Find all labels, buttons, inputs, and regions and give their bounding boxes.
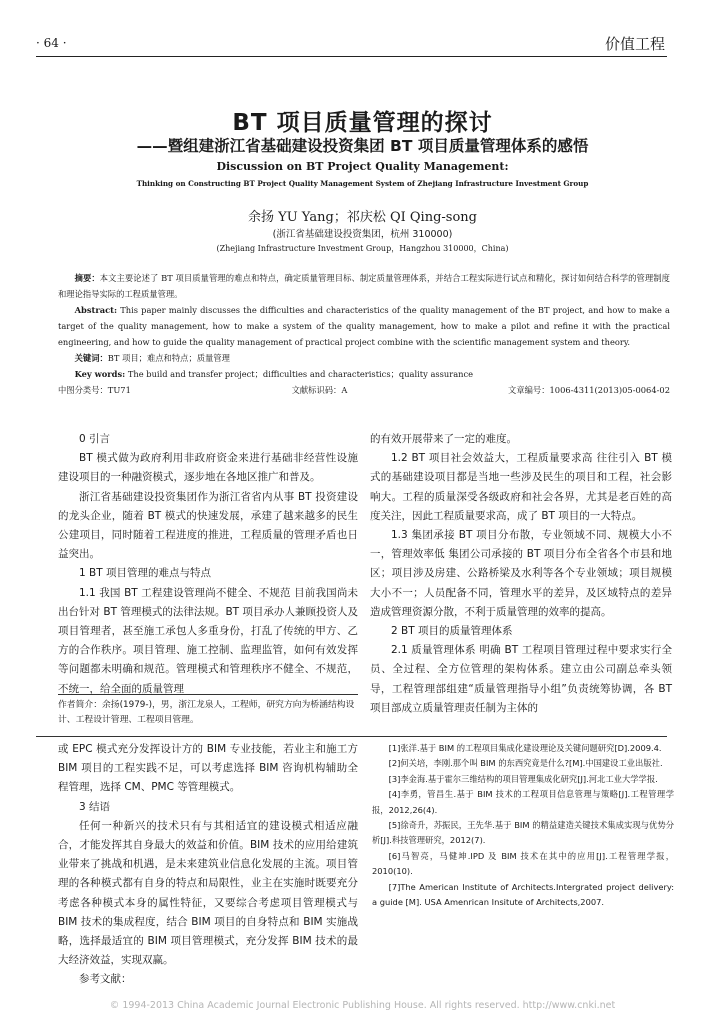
keywords-en-label: Key words: <box>74 369 126 379</box>
right-col-para: 1.2 BT 项目社会效益大，工程质量要求高 往往引入 BT 模式的基础建设项目都是当地一些涉及民生的项目和工程，社会影响大。工程的质量深受各级政府和社会各界，尤其是老百姓的高度关注，因此工程质量要求高，成了 BT 项目的一大特点。 <box>370 452 672 522</box>
keywords-en <box>58 366 670 382</box>
lower-left-column <box>58 740 358 990</box>
right-col-plain: 的有效开展带来了一定的难度。 <box>370 433 517 445</box>
article-title: BT 项目质量管理的探讨 <box>232 110 493 136</box>
affiliation-en: (Zhejiang Infrastructure Investment Group，Hangzhou 310000，China) <box>216 244 509 253</box>
lower-left-heading: 3 结语 <box>79 800 111 813</box>
left-col-heading: 1 BT 项目管理的难点与特点 <box>79 567 211 580</box>
classification-line <box>58 382 670 398</box>
body-right-column <box>370 430 672 718</box>
left-col-para: BT 模式做为政府利用非政府资金来进行基础非经营性设施建设项目的一种融资模式，逐步地在各地区推广和普及。 <box>58 452 358 484</box>
abstract-cn-text: 本文主要论述了 BT 项目质量管理的难点和特点，确定质量管理目标、制定质量管理体系，并结合工程实际进行试点和精化，探讨如何结合科学的管理制度和理论指导实际的工程质量管理。 <box>58 273 670 299</box>
left-col-para: 1.1 我国 BT 工程建设管理尚不健全、不规范 目前我国尚未出台针对 BT 管理模式的法律法规。BT 项目承办人兼顾投资人及项目管理者，甚至施工承包人多重身份，打乱了传统的甲方、乙方的合作秩序。项目管理、施工控制、监理监管，如何有效发挥等问题都未明确和规范。管理模式和管理秩序不健全、不规范，不统一，给全面的质量管理 <box>58 586 358 695</box>
left-col-para: 浙江省基础建设投资集团作为浙江省省内从事 BT 投资建设的龙头企业，随着 BT 模式的快速发展，承建了越来越多的民生公建项目，同时随着工程进度的推进，工程质量的管理矛盾也日益突出。 <box>58 490 358 561</box>
abstract-en-label: Abstract: <box>74 305 118 315</box>
header-rule <box>36 56 667 57</box>
abstract-block <box>58 270 670 398</box>
right-col-heading: 2 BT 项目的质量管理体系 <box>391 625 513 638</box>
keywords-en-text: The build and transfer project；difficulties and characteristics；quality assurance <box>127 369 474 379</box>
page-number: · 64 · <box>36 36 67 50</box>
reference-item: [1]张洋.基于 BIM 的工程项目集成化建设理论及关键问题研究[D].2009.4. <box>388 743 662 753</box>
affiliation-cn: (浙江省基础建设投资集团，杭州 310000) <box>272 229 453 240</box>
article-number: 文章编号：1006-4311(2013)05-0064-02 <box>508 385 670 395</box>
lower-left-para: 参考文献： <box>79 973 132 986</box>
references-list <box>372 741 674 910</box>
reference-item: [7]The American Institute of Architects.Intergrated project delivery: a guide [M]. USA Amenrican Insitute of Architects,2007. <box>372 881 674 908</box>
document-code: 文献标识码：A <box>291 385 348 395</box>
body-left-column <box>58 430 358 699</box>
reference-item: [2]何关培，李刚.那个叫 BIM 的东西究竟是什么?[M].中国建设工业出版社. <box>388 758 663 769</box>
journal-name: 价值工程 <box>604 35 665 53</box>
lower-left-para: 任何一种新兴的技术只有与其相适宜的建设模式相适应融合，才能发挥其自身最大的效益和价值。BIM 技术的应用给建筑业带来了挑战和机遇，是未来建筑业信息化发展的主流。项目管理的各种模式都有自身的特点和局限性，业主在实施时既要充分考虑各种模式本身的属性特征，又要综合考虑项目管理模式与 BIM 技术的集成程度，结合 BIM 项目的自身特点和 BIM 实施战略，选择最适宜的 BIM 项目管理模式，充分发挥 BIM 技术的最大经济效益，实现双赢。 <box>58 819 358 967</box>
keywords-cn-text: BT 项目；难点和特点；质量管理 <box>107 353 230 363</box>
abstract-cn-label: 摘要： <box>74 273 100 283</box>
abstract-cn <box>58 270 670 302</box>
section-divider <box>36 736 667 737</box>
keywords-cn-label: 关键词： <box>74 353 108 363</box>
keywords-cn <box>58 350 670 366</box>
clc-number: 中图分类号：TU71 <box>58 385 131 395</box>
left-col-heading: 0 引言 <box>79 433 111 445</box>
abstract-en <box>58 302 670 350</box>
authors: 余扬 YU Yang；祁庆松 QI Qing-song <box>248 210 477 225</box>
reference-item: [4]李勇，管昌生.基于 BIM 技术的工程项目信息管理与策略[J].工程管理学报，2012,26(4). <box>372 789 674 815</box>
lower-left-plain: 或 EPC 模式充分发挥设计方的 BIM 专业技能，若业主和施工方 BIM 项目的工程实践不足，可以考虑选择 BIM 咨询机构辅助全程管理，选择 CM、PMC 等管理模式。 <box>58 743 358 794</box>
author-footnote: 作者简介：余扬(1979-)，男，浙江龙泉人，工程师，研究方向为桥涵结构设计、工程设计管理、工程项目管理。 <box>58 700 355 725</box>
reference-item: [6]马智亮，马健坤.IPD 及 BIM 技术在其中的应用[J].工程管理学报，2010(10). <box>372 850 674 877</box>
reference-item: [5]徐奇升，苏振民，王先华.基于 BIM 的精益建造关键技术集成实现与优势分析[J].科技管理研究，2012(7). <box>372 820 674 846</box>
article-subtitle: ——暨组建浙江省基础建设投资集团 BT 项目质量管理体系的感悟 <box>136 137 589 155</box>
article-title-en: Discussion on BT Project Quality Management: <box>216 160 509 173</box>
right-col-para: 2.1 质量管理体系 明确 BT 工程项目管理过程中要求实行全员、全过程、全方位管理的架构体系。建立由公司副总牵头领导，工程管理部组建“质量管理指导小组”负责统筹协调，各 BT 项目部成立质量管理责任制为主体的 <box>370 644 672 714</box>
footnote-rule <box>58 694 358 695</box>
reference-item: [3]李金海.基于霍尔三维结构的项目管理集成化研究[J].河北工业大学学报. <box>388 773 658 784</box>
copyright-watermark: © 1994-2013 China Academic Journal Electronic Publishing House. All rights reserved. http://www.cnki.net <box>109 1000 616 1011</box>
abstract-en-text: This paper mainly discusses the difficulties and characteristics of the quality management of the BT project, and how to make a target of the quality management, how to make a system of the quality management, how to make a pilot and refine it with the practical engineering, and how to guide the quality management of practical project combine with the scientific management system and theory. <box>58 305 670 347</box>
article-subtitle-en: Thinking on Constructing BT Project Quality Management System of Zhejiang Infrastructure Investment Group <box>136 179 589 188</box>
right-col-para: 1.3 集团承接 BT 项目分布散，专业领域不同、规模大小不一，管理效率低 集团公司承接的 BT 项目分布全省各个市县和地区；项目涉及房建、公路桥梁及水利等各个专业领域；项目规模大小不一；人员配备不同，管理水平的差异，及区域特点的差异造成管理资源分散，不利于质量管理的效率的提高。 <box>370 529 672 618</box>
